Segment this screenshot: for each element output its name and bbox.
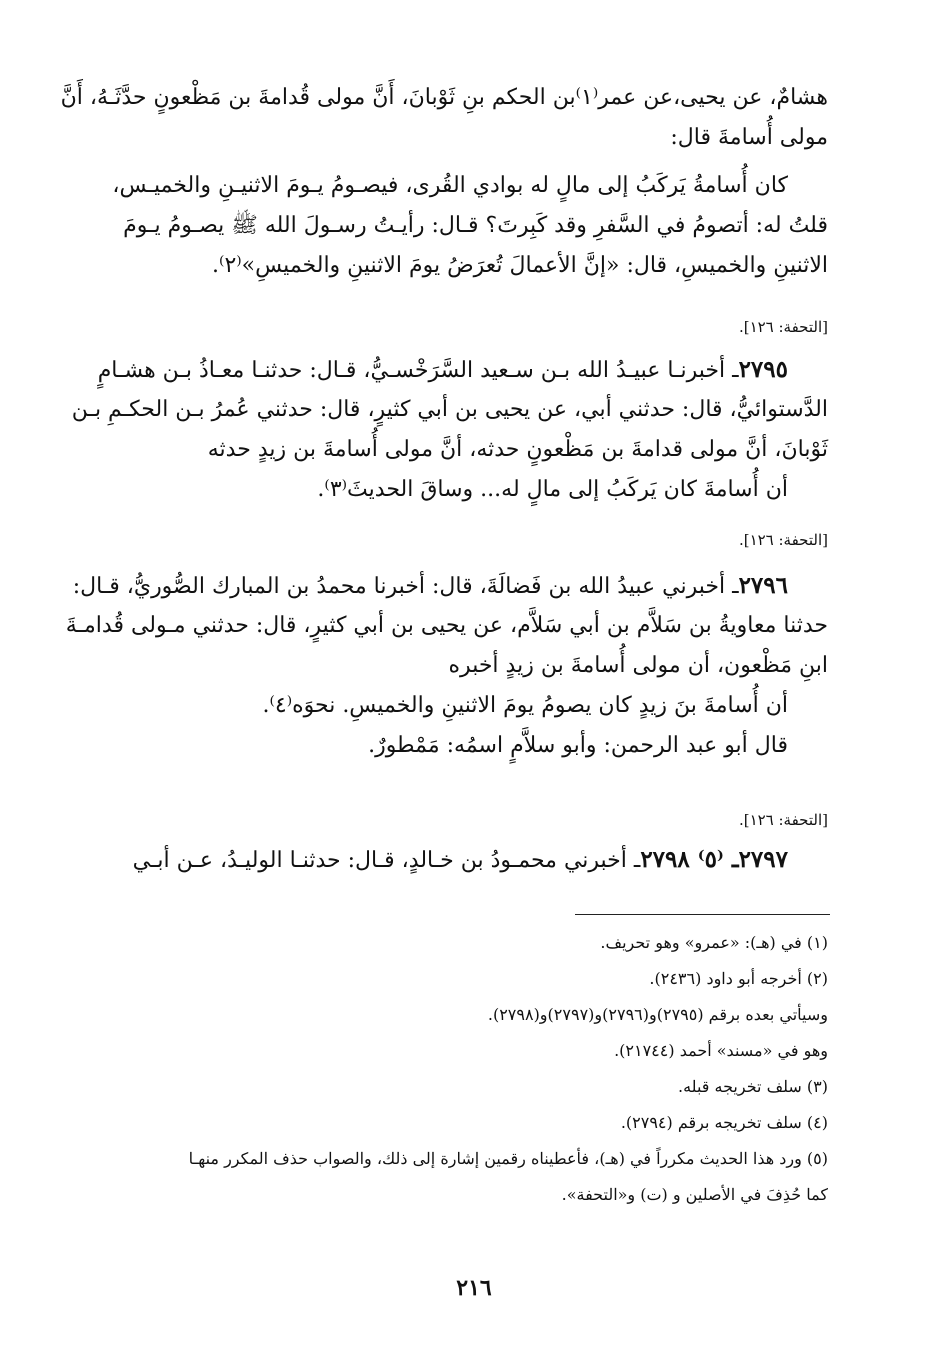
hadith-2794-matn (112, 166, 828, 286)
footnote-line: وسيأتي بعده برقم (٢٧٩٥)و(٢٧٩٦)و(٢٧٩٧)و(٢٧٩٨). (487, 1005, 828, 1024)
tuhfa-reference-text: [التحفة: ١٢٦]. (738, 318, 828, 336)
footnotes (128, 925, 828, 1213)
text-span: ـ أخبرني محمـودُ بن خـالدٍ، قـال: حدثنـا الوليـدُ، عـن أبـي (132, 848, 641, 873)
footnote-line: (٤) سلف تخريجه برقم (٢٧٩٤). (620, 1113, 828, 1132)
text-line (72, 566, 828, 606)
text-line: ثَوْبانَ، أنَّ مولى قدامةَ بن مَظْعونٍ حدثه، أنَّ مولى أُسامةَ بن زيدٍ حدثه (207, 437, 828, 462)
text-line (97, 350, 828, 390)
hadith-2796 (65, 566, 828, 766)
footnote-line: كما حُذِفَ في الأصلين و (ت) و«التحفة». (561, 1185, 828, 1204)
hadith-2794-continuation (60, 78, 828, 158)
hadith-number: ٢٧٩٦ (738, 572, 788, 599)
text-line: ابنِ مَظْعون، أن مولى أُسامةَ بن زيدٍ أخبره (448, 653, 828, 678)
text-line (128, 840, 828, 880)
text-line: أن أُسامةَ كان يَركَبُ إلى مالٍ له... وساقَ الحديثَ⁽٣⁾. (317, 477, 788, 502)
text-line: الاثنينِ والخميسِ، قال: «إنَّ الأعمالَ تُعرَضُ يومَ الاثنينِ والخميسِ»⁽٢⁾. (212, 253, 828, 278)
tuhfa-reference-text: [التحفة: ١٢٦]. (738, 531, 828, 549)
text-line: الدَّستوائيُّ، قال: حدثني أبي، عن يحيى بن أبي كثيرٍ، قال: حدثني عُمرُ بـن الحكـمِ بـن (71, 397, 828, 422)
hadith-2797-2798 (128, 840, 828, 880)
text-span: ـ أخبرنـا عبيـدُ الله بـن سـعيد السَّرَخْسـيُّ، قـال: حدثنـا معـاذُ بـن هشـامٍ (97, 358, 739, 383)
tuhfa-reference (128, 312, 828, 342)
hadith-number: ٢٧٩٧ـ ⁽٥⁾ ٢٧٩٨ (640, 846, 788, 873)
footnote-line: (٣) سلف تخريجه قبله. (677, 1077, 828, 1096)
tuhfa-reference (128, 805, 828, 835)
footnote-line: (١) في (هـ): «عمرو» وهو تحريف. (600, 933, 828, 952)
footnote-line: وهو في «مسند» أحمد (٢١٧٤٤). (614, 1041, 828, 1060)
footnote-line: (٥) ورد هذا الحديث مكرراً في (هـ)، فأعطيناه رقمين إشارة إلى ذلك، والصواب حذف المكرر منهـا (188, 1149, 828, 1168)
text-line: قلتُ له: أتصومُ في السَّفرِ وقد كَبِرتَ؟ قـال: رأيـتُ رسـولَ الله ﷺ يصـومُ يـومَ (123, 213, 828, 238)
footnote-divider (575, 914, 830, 915)
text-line: مولى أُسامةَ قال: (670, 125, 828, 150)
text-span: ـ أخبرني عبيدُ الله بن فَضالَةَ، قال: أخبرنا محمدُ بن المبارك الصُّوريُّ، قـال: (72, 574, 739, 599)
tuhfa-reference (128, 525, 828, 555)
text-line: قال أبو عبد الرحمن: وأبو سلاَّمٍ اسمُه: مَمْطورٌ. (368, 733, 788, 758)
text-line: كان أُسامةُ يَركَبُ إلى مالٍ له بوادي القُرى، فيصـومُ يـومَ الاثنيـنِ والخميـس، (112, 173, 788, 198)
page-number: ٢١٦ (456, 1275, 492, 1301)
hadith-number: ٢٧٩٥ (738, 356, 788, 383)
text-line: حدثنا معاويةُ بن سَلاَّم بن أبي سَلاَّم، عن يحيى بن أبي كثيرٍ، قال: حدثني مـولى قُدامـةَ (65, 613, 828, 638)
text-line: هشامٌ، عن يحيى،عن عمر⁽١⁾بن الحكم بنِ ثَوْبانَ، أَنَّ مولى قُدامةَ بن مَظْعونٍ حدَّثَـهُ، أَنَّ (60, 85, 828, 110)
text-line: أن أُسامةَ بنَ زيدٍ كان يصومُ يومَ الاثنينِ والخميسِ. نحوَه⁽٤⁾. (262, 693, 788, 718)
footnote-line: (٢) أخرجه أبو داود (٢٤٣٦). (649, 969, 828, 988)
hadith-2795 (71, 350, 828, 510)
tuhfa-reference-text: [التحفة: ١٢٦]. (738, 811, 828, 829)
